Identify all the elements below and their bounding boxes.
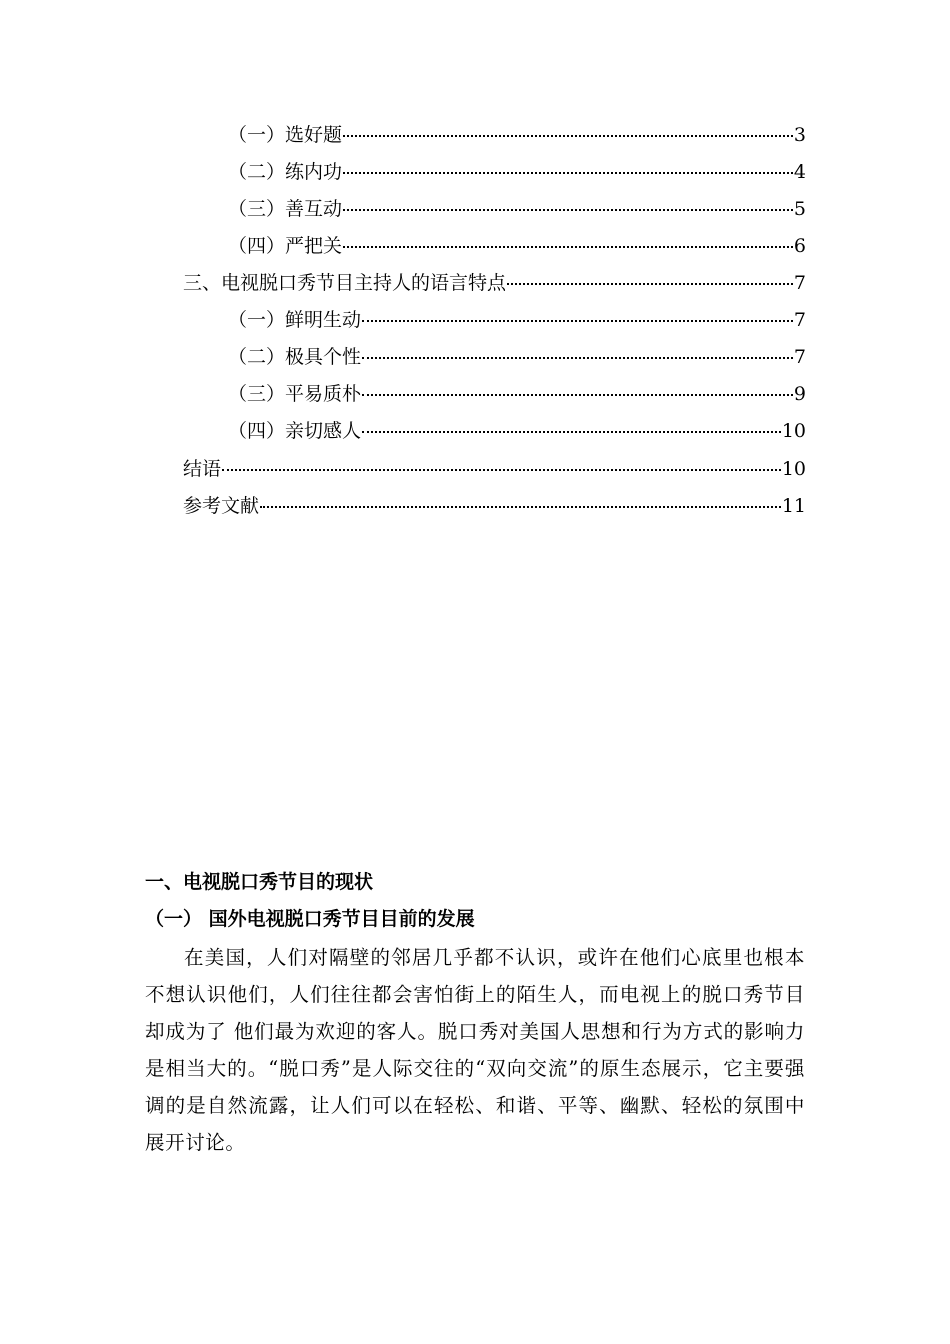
section-body [145, 864, 805, 1161]
toc-page-number: 10 [781, 420, 806, 442]
toc-dot-leader [507, 283, 793, 285]
toc-dot-leader [260, 506, 781, 508]
toc-entry-label: 结语 [183, 458, 222, 480]
toc-page-number: 9 [793, 383, 806, 405]
toc-entry-label: （三）善互动 [228, 198, 343, 220]
toc-entry[interactable] [183, 488, 806, 525]
toc-entry-label: 参考文献 [183, 495, 260, 517]
toc-dot-leader [343, 246, 793, 248]
toc-page-number: 7 [793, 272, 806, 294]
toc-entry[interactable] [183, 265, 806, 302]
toc-entry[interactable] [228, 376, 806, 413]
subsection-heading: （一） 国外电视脱口秀节目目前的发展 [145, 908, 475, 930]
toc-entry[interactable] [228, 339, 806, 376]
toc-dot-leader [343, 209, 793, 211]
toc-page-number: 4 [793, 161, 806, 183]
toc-entry[interactable] [228, 191, 806, 228]
toc-dot-leader [362, 357, 793, 359]
toc-entry-label: （四）严把关 [228, 235, 343, 257]
toc-entry-label: （二）练内功 [228, 161, 343, 183]
toc-entry-label: 三、电视脱口秀节目主持人的语言特点 [183, 272, 507, 294]
toc-entry-label: （三）平易质朴 [228, 383, 362, 405]
toc-dot-leader [222, 469, 781, 471]
toc-entry-label: （四）亲切感人 [228, 420, 362, 442]
toc-page-number: 7 [793, 346, 806, 368]
toc-entry[interactable] [183, 451, 806, 488]
toc-dot-leader [362, 320, 793, 322]
toc-entry-label: （一）选好题 [228, 124, 343, 146]
section-heading: 一、电视脱口秀节目的现状 [145, 871, 374, 893]
toc-entry-label: （二）极具个性 [228, 346, 362, 368]
toc-entry[interactable] [228, 228, 806, 265]
toc-dot-leader [343, 135, 793, 137]
toc-entry-label: （一）鲜明生动 [228, 309, 362, 331]
toc-entry[interactable] [228, 302, 806, 339]
toc-dot-leader [343, 172, 793, 174]
toc-page-number: 10 [781, 458, 806, 480]
toc-dot-leader [362, 394, 793, 396]
toc-entry[interactable] [228, 117, 806, 154]
toc-page-number: 5 [793, 198, 806, 220]
toc-page-number: 3 [793, 124, 806, 146]
toc-dot-leader [362, 431, 781, 433]
toc-page-number: 11 [781, 495, 806, 517]
body-paragraph: 在美国，人们对隔壁的邻居几乎都不认识，或许在他们心底里也根本不想认识他们，人们往往都会害怕街上的陌生人，而电视上的脱口秀节目却成为了 他们最为欢迎的客人。脱口秀对美国人思想和行为方式的影响力是相当大的。“脱口秀”是人际交往的“双向交流”的原生态展示，它主要强调的是自然流露，让人们可以在轻松、和谐、平等、幽默、轻松的氛围中展开讨论。 [145, 946, 805, 1154]
toc-entry[interactable] [228, 154, 806, 191]
toc-page-number: 6 [793, 235, 806, 257]
toc-page-number: 7 [793, 309, 806, 331]
toc-entry[interactable] [228, 413, 806, 450]
